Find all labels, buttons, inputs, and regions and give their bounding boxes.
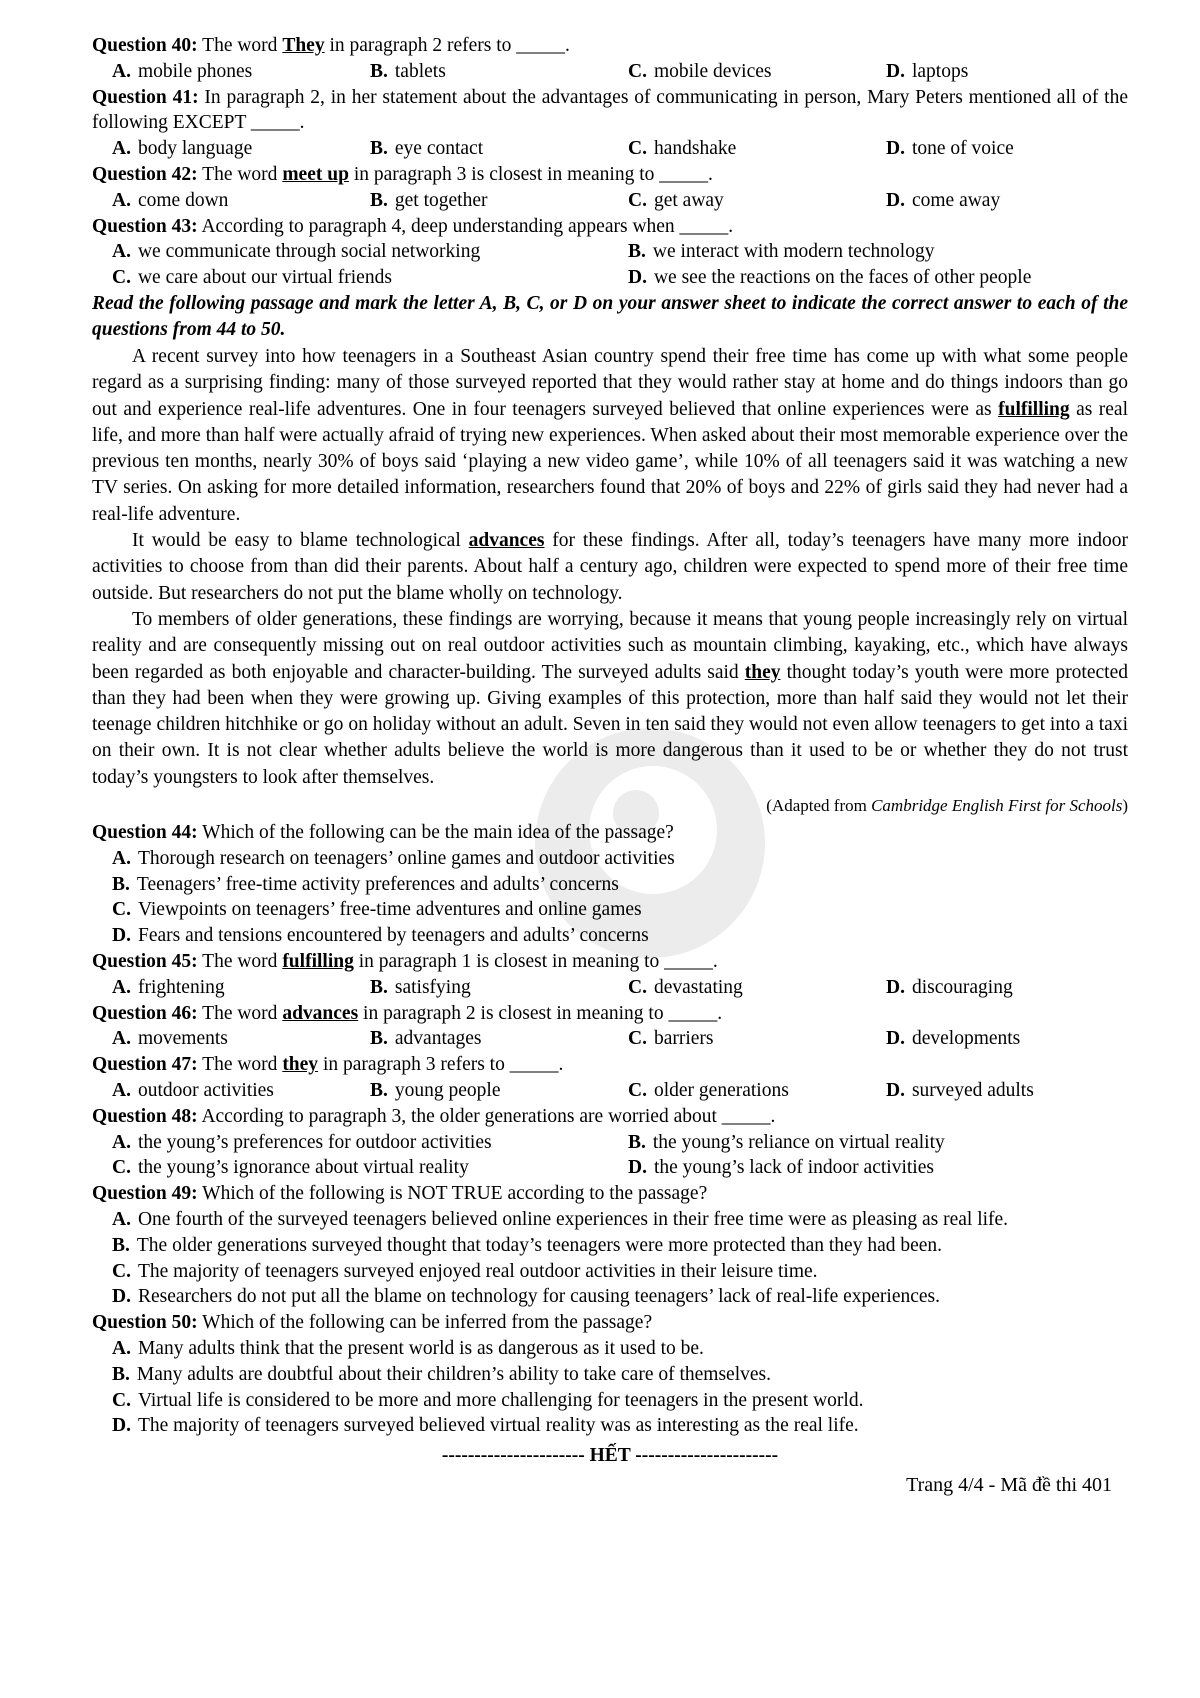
option-text: Many adults think that the present world is as dangerous as it used to be. [137, 1337, 704, 1359]
option-letter: A. [112, 138, 131, 160]
option-text: we care about our virtual friends [137, 267, 392, 289]
question-47-label: Question 47: [92, 1054, 198, 1076]
option-letter: D. [112, 925, 131, 947]
option-text: Researchers do not put all the blame on technology for causing teenagers’ lack of real-life experiences. [137, 1286, 941, 1308]
option-text: Thorough research on teenagers’ online games and outdoor activities [137, 847, 675, 869]
option-letter: C. [112, 899, 131, 921]
question-40-text: The word They in paragraph 2 refers to _____. [197, 35, 570, 56]
question-44-option-a [92, 846, 1128, 872]
question-47-options [92, 1078, 1128, 1104]
question-50-option-b [92, 1362, 1128, 1388]
question-42-options [92, 188, 1128, 214]
reading-passage [92, 344, 1128, 820]
option-text: tablets [394, 60, 446, 82]
question-47-stem [92, 1052, 1128, 1078]
question-50-stem [92, 1310, 1128, 1336]
option-letter: A. [112, 1131, 131, 1153]
option-text: we communicate through social networking [137, 241, 481, 263]
option-letter: C. [628, 976, 647, 998]
question-49-option-d [92, 1284, 1128, 1310]
option-text: body language [137, 138, 253, 160]
question-45-text: The word fulfilling in paragraph 1 is closest in meaning to _____. [197, 951, 718, 972]
option-text: the young’s preferences for outdoor activities [137, 1131, 492, 1153]
question-42-text: The word meet up in paragraph 3 is closest in meaning to _____. [197, 163, 713, 185]
question-45-option-c [628, 975, 886, 1001]
question-47-option-d [886, 1078, 1128, 1104]
question-48-option-a [112, 1130, 628, 1156]
question-46-option-d [886, 1026, 1128, 1052]
option-letter: B. [370, 138, 388, 160]
passage-paragraph-1: A recent survey into how teenagers in a Southeast Asian country spend their free time has come up with what some people regard as a surprising finding: many of those surveyed reported that they would rather stay at home and do things indoors than go out and experience real-life adventures. One in four teenagers surveyed believed that online experiences were as fulfilling as real life, and more than half were actually afraid of trying new experiences. When asked about their most memorable experience over the previous ten months, nearly 30% of boys said ‘playing a new video game’, while 10% of all teenagers said it was watching a new TV series. On asking for more detailed information, researchers found that 20% of boys and 22% of girls said they had never had a real-life adventure. [92, 345, 1129, 525]
question-50-option-c [92, 1388, 1128, 1414]
passage-paragraph-2: It would be easy to blame technological advances for these findings. After all, today’s teenagers have many more indoor activities to choose from than did their parents. About half a century ago, children were expected to spend more of their free time outside. But researchers do not put the blame wholly on technology. [92, 530, 1128, 604]
option-letter: D. [886, 1079, 905, 1101]
question-46-stem [92, 1001, 1128, 1027]
question-48-option-c [112, 1155, 628, 1181]
question-48-option-b [628, 1130, 1128, 1156]
option-letter: C. [628, 1079, 647, 1101]
option-text: come away [911, 189, 1001, 211]
question-50-option-a [92, 1336, 1128, 1362]
option-text: the young’s lack of indoor activities [653, 1157, 934, 1179]
option-text: developments [911, 1028, 1021, 1050]
option-letter: B. [370, 976, 388, 998]
question-42-stem [92, 162, 1128, 188]
question-40-label: Question 40: [92, 35, 198, 56]
option-text: Teenagers’ free-time activity preferences and adults’ concerns [136, 873, 619, 895]
question-41-text: In paragraph 2, in her statement about the advantages of communicating in person, Mary Peters mentioned all of the following EXCEPT _____. [92, 86, 1128, 134]
option-letter: C. [628, 60, 647, 82]
option-letter: C. [112, 1389, 131, 1411]
option-text: movements [137, 1028, 228, 1050]
question-49-stem [92, 1181, 1128, 1207]
question-41-label: Question 41: [92, 86, 199, 108]
option-letter: A. [112, 60, 131, 82]
question-49-option-c [92, 1259, 1128, 1285]
option-letter: C. [628, 138, 647, 160]
question-47-option-b [370, 1078, 628, 1104]
option-text: we see the reactions on the faces of other people [653, 267, 1032, 289]
question-45-label: Question 45: [92, 951, 198, 972]
question-48-option-d [628, 1155, 1128, 1181]
option-letter: D. [628, 1157, 647, 1179]
question-50 [92, 1310, 1128, 1439]
option-letter: A. [112, 189, 131, 211]
option-letter: A. [112, 1028, 131, 1050]
question-46 [92, 1001, 1128, 1053]
question-48-stem [92, 1104, 1128, 1130]
option-letter: D. [886, 1028, 905, 1050]
option-letter: B. [370, 1028, 388, 1050]
option-letter: A. [112, 1208, 131, 1230]
question-44-stem [92, 820, 1128, 846]
option-text: barriers [653, 1028, 714, 1050]
question-42-label: Question 42: [92, 163, 198, 185]
option-text: mobile devices [653, 60, 772, 82]
question-47-option-c [628, 1078, 886, 1104]
question-44-option-d [92, 923, 1128, 949]
option-letter: D. [886, 189, 905, 211]
option-text: laptops [911, 60, 969, 82]
option-text: mobile phones [137, 60, 253, 82]
question-46-options [92, 1026, 1128, 1052]
question-40-option-d [886, 59, 1128, 85]
option-text: Virtual life is considered to be more and more challenging for teenagers in the present world. [137, 1389, 864, 1411]
option-text: outdoor activities [137, 1079, 274, 1101]
option-letter: A. [112, 1079, 131, 1101]
option-letter: C. [628, 189, 647, 211]
question-42 [92, 162, 1128, 214]
option-letter: B. [112, 1234, 130, 1256]
option-text: handshake [653, 138, 737, 160]
option-text: advantages [394, 1028, 482, 1050]
option-letter: D. [886, 60, 905, 82]
option-letter: B. [370, 60, 388, 82]
question-45-options [92, 975, 1128, 1001]
question-45-stem [92, 949, 1128, 975]
question-40-option-a [112, 59, 370, 85]
option-letter: D. [112, 1415, 131, 1437]
option-text: surveyed adults [911, 1079, 1034, 1101]
option-letter: D. [886, 976, 905, 998]
question-48-options [92, 1130, 1128, 1182]
option-letter: A. [112, 1337, 131, 1359]
option-letter: A. [112, 847, 131, 869]
question-47 [92, 1052, 1128, 1104]
option-text: older generations [653, 1079, 789, 1101]
question-44-option-b [92, 872, 1128, 898]
question-43-text: According to paragraph 4, deep understanding appears when _____. [197, 215, 734, 237]
option-text: the young’s reliance on virtual reality [652, 1131, 945, 1153]
question-43-stem [92, 214, 1128, 240]
option-text: satisfying [394, 976, 471, 998]
option-text: get together [394, 189, 488, 211]
option-letter: D. [628, 267, 647, 289]
option-letter: A. [112, 241, 131, 263]
option-letter: B. [112, 1363, 130, 1385]
question-40-stem [92, 33, 1128, 59]
question-42-option-b [370, 188, 628, 214]
question-46-option-c [628, 1026, 886, 1052]
page-footer: Trang 4/4 - Mã đề thi 401 [906, 1474, 1112, 1497]
question-47-text: The word they in paragraph 3 refers to _____. [197, 1054, 564, 1076]
question-40-options [92, 59, 1128, 85]
question-49 [92, 1181, 1128, 1310]
question-45 [92, 949, 1128, 1001]
reading-instruction: Read the following passage and mark the letter A, B, C, or D on your answer sheet to indicate the correct answer to each of the questions from 44 to 50. [92, 292, 1128, 341]
option-text: young people [394, 1079, 501, 1101]
question-43 [92, 214, 1128, 291]
question-48 [92, 1104, 1128, 1181]
option-text: devastating [653, 976, 743, 998]
option-text: The older generations surveyed thought that today’s teenagers were more protected than they had been. [136, 1234, 943, 1256]
option-letter: B. [370, 189, 388, 211]
question-46-option-a [112, 1026, 370, 1052]
option-text: get away [653, 189, 724, 211]
option-letter: B. [370, 1079, 388, 1101]
question-44-text: Which of the following can be the main idea of the passage? [197, 822, 674, 844]
question-49-option-b [92, 1233, 1128, 1259]
question-47-option-a [112, 1078, 370, 1104]
question-40 [92, 33, 1128, 85]
question-40-option-b [370, 59, 628, 85]
question-42-option-c [628, 188, 886, 214]
option-text: eye contact [394, 138, 484, 160]
option-letter: C. [628, 1028, 647, 1050]
question-43-option-a [112, 239, 628, 265]
question-41-option-a [112, 136, 370, 162]
option-text: tone of voice [911, 138, 1014, 160]
question-45-option-b [370, 975, 628, 1001]
question-48-label: Question 48: [92, 1105, 198, 1127]
question-41-option-b [370, 136, 628, 162]
question-41-option-d [886, 136, 1128, 162]
question-43-options [92, 239, 1128, 291]
option-letter: B. [112, 873, 130, 895]
option-text: come down [137, 189, 229, 211]
question-43-label: Question 43: [92, 215, 198, 237]
option-letter: C. [112, 1157, 131, 1179]
question-46-label: Question 46: [92, 1002, 198, 1024]
option-text: we interact with modern technology [652, 241, 935, 263]
question-49-label: Question 49: [92, 1183, 198, 1205]
option-letter: A. [112, 976, 131, 998]
question-42-option-a [112, 188, 370, 214]
question-43-option-c [112, 265, 628, 291]
question-48-text: According to paragraph 3, the older generations are worried about _____. [197, 1105, 776, 1127]
option-text: Many adults are doubtful about their children’s ability to take care of themselves. [136, 1363, 771, 1385]
question-43-option-b [628, 239, 1128, 265]
option-text: the young’s ignorance about virtual reality [137, 1157, 469, 1179]
end-divider: ---------------------- HẾT ---------------------- [441, 1445, 779, 1467]
option-letter: D. [886, 138, 905, 160]
option-letter: D. [112, 1286, 131, 1308]
question-44 [92, 820, 1128, 949]
question-44-option-c [92, 897, 1128, 923]
question-42-option-d [886, 188, 1128, 214]
option-letter: B. [628, 241, 646, 263]
option-letter: B. [628, 1131, 646, 1153]
option-text: frightening [137, 976, 225, 998]
question-45-option-d [886, 975, 1128, 1001]
option-letter: C. [112, 1260, 131, 1282]
question-41-options [92, 136, 1128, 162]
question-49-option-a [92, 1207, 1128, 1233]
passage-source: (Adapted from Cambridge English First for Schools) [766, 796, 1128, 816]
option-text: The majority of teenagers surveyed enjoyed real outdoor activities in their leisure time. [137, 1260, 818, 1282]
question-50-text: Which of the following can be inferred from the passage? [197, 1312, 653, 1334]
question-50-label: Question 50: [92, 1312, 198, 1334]
question-44-label: Question 44: [92, 822, 198, 844]
question-49-text: Which of the following is NOT TRUE according to the passage? [197, 1183, 708, 1205]
question-41-option-c [628, 136, 886, 162]
question-46-text: The word advances in paragraph 2 is closest in meaning to _____. [197, 1002, 723, 1024]
question-45-option-a [112, 975, 370, 1001]
question-40-option-c [628, 59, 886, 85]
question-46-option-b [370, 1026, 628, 1052]
question-50-option-d [92, 1413, 1128, 1439]
option-letter: C. [112, 267, 131, 289]
question-41-stem [92, 85, 1128, 137]
passage-paragraph-3: To members of older generations, these findings are worrying, because it means that young people increasingly rely on virtual reality and are consequently missing out on real outdoor activities such as mountain climbing, kayaking, etc., which have always been regarded as both enjoyable and character-building. The surveyed adults said they thought today’s youth were more protected than they had been when they were growing up. Giving examples of this protection, more than half said they would not let their teenage children hitchhike or go on holiday without an adult. Seven in ten said they would not even allow teenagers to get into a taxi on their own. It is not clear whether adults believe the world is more dangerous than it used to be or whether they do not trust today’s youngsters to look after themselves. [92, 608, 1128, 788]
option-text: One fourth of the surveyed teenagers believed online experiences in their free time were as pleasing as real life. [137, 1208, 1009, 1230]
option-text: discouraging [911, 976, 1013, 998]
question-43-option-d [628, 265, 1128, 291]
question-41 [92, 85, 1128, 162]
option-text: The majority of teenagers surveyed believed virtual reality was as interesting as the real life. [137, 1415, 859, 1437]
option-text: Viewpoints on teenagers’ free-time adventures and online games [137, 899, 642, 921]
option-text: Fears and tensions encountered by teenagers and adults’ concerns [137, 925, 649, 947]
